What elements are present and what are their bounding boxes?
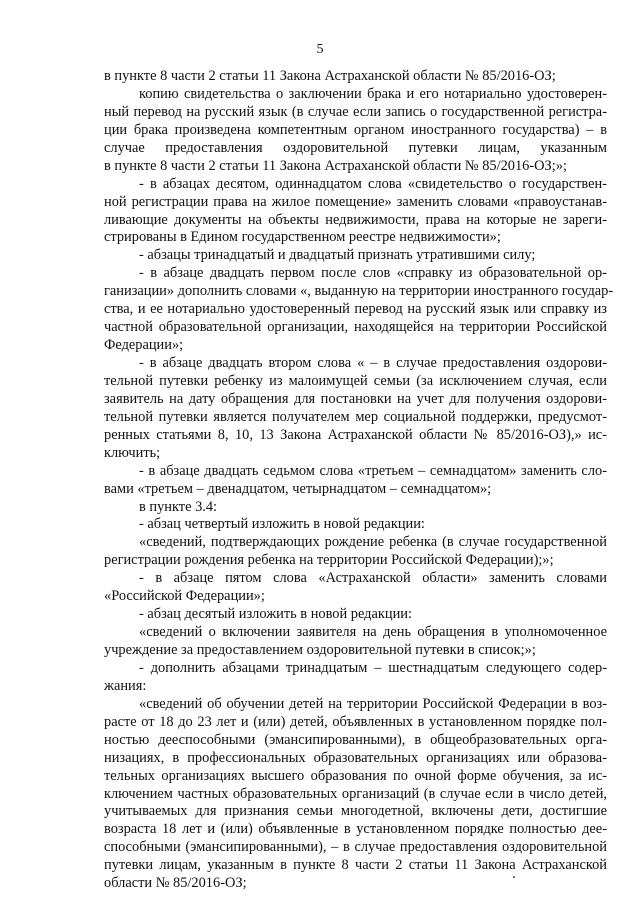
- page-number: 5: [316, 42, 324, 57]
- text-line: - в абзаце двадцать первом после слов «справку из образовательной ор-: [139, 265, 607, 282]
- text-line: - абзац десятый изложить в новой редакции:: [139, 606, 412, 623]
- text-line: ный перевод на русский язык (в случае если запись о государственной регистра-: [104, 103, 607, 120]
- text-line: «Российской Федерации»;: [104, 588, 265, 605]
- text-line: в пункте 8 части 2 статьи 11 Закона Астраханской области № 85/2016-ОЗ;»;: [104, 157, 567, 174]
- text-line: низациях, в профессиональных образовательных организациях или образова-: [104, 749, 607, 766]
- text-line: ключить;: [104, 444, 161, 461]
- text-line: вами «третьем – двенадцатом, четырнадцатом – семнадцатом»;: [104, 480, 492, 497]
- text-line: - в абзаце пятом слова «Астраханской области» заменить словами: [139, 570, 607, 587]
- text-line: - в абзацах десятом, одиннадцатом слова «свидетельство о государствен-: [139, 175, 607, 192]
- text-line: в пункте 3.4:: [139, 498, 218, 515]
- document-body: [104, 68, 614, 893]
- text-line: ренных статьями 8, 10, 13 Закона Астраханской области № 85/2016-ОЗ),» ис-: [104, 426, 607, 443]
- text-line: тельной путевки является получателем мер социальной поддержки, предусмот-: [104, 408, 607, 425]
- text-line: - в абзаце двадцать седьмом слова «третьем – семнадцатом» заменить сло-: [139, 462, 607, 479]
- text-line: «сведений о включении заявителя на день обращения в уполномоченное: [139, 624, 607, 641]
- text-line: способными (эмансипированными), – в случае предоставления оздоровительной: [104, 839, 607, 856]
- text-line: стрированы в Едином государственном реестре недвижимости»;: [104, 229, 501, 246]
- text-line: - абзацы тринадцатый и двадцатый признать утратившими силу;: [139, 247, 536, 264]
- text-line: тельных организациях высшего образования по очной форме обучения, за ис-: [104, 767, 607, 784]
- text-line: расте от 18 до 23 лет и (или) детей, объявленных в установленном порядке пол-: [104, 713, 607, 730]
- text-line: - в абзаце двадцать втором слова « – в случае предоставления оздорови-: [139, 355, 607, 371]
- text-line: регистрации рождения ребенка на территории Российской Федерации);»;: [104, 552, 554, 569]
- text-line: Федерации»;: [104, 337, 184, 354]
- text-line: тельной путевки ребенку из малоимущей семьи (за исключением случая, если: [104, 372, 607, 389]
- text-line: частной образовательной организации, находящейся на территории Российской: [104, 319, 607, 336]
- text-line: учреждение за предоставлением оздоровительной путевки в список;»;: [104, 642, 536, 658]
- text-line: ностью дееспособными (эмансипированными), в общеобразовательных орга-: [104, 731, 607, 748]
- text-line: ливающие документы на объекты недвижимости, права на которые не зареги-: [104, 211, 607, 228]
- text-line: ства, и ее нотариально удостоверенный перевод на русский язык или справку из: [104, 301, 607, 318]
- text-line: в пункте 8 части 2 статьи 11 Закона Астраханской области № 85/2016-ОЗ;: [104, 68, 556, 84]
- text-line: ции брака произведена компетентным органом иностранного государства) – в: [104, 121, 607, 138]
- text-line: «сведений об обучении детей на территории Российской Федерации в воз-: [139, 695, 607, 712]
- text-line: «сведений, подтверждающих рождение ребенка (в случае государственной: [139, 534, 607, 551]
- text-line: - дополнить абзацами тринадцатым – шестнадцатым следующего содер-: [139, 659, 607, 676]
- text-line: жания:: [104, 677, 147, 694]
- text-line: случае предоставления оздоровительной путевки лицам, указанным: [104, 139, 607, 156]
- text-line: ганизации» дополнить словами «, выданную на территории иностранного государ-: [104, 283, 614, 300]
- text-line: ной регистрации права на жилое помещение» заменить словами «правоустанав-: [104, 193, 607, 210]
- text-line: возраста 18 лет и (или) объявленные в установленном порядке полностью дее-: [104, 821, 607, 838]
- text-line: - абзац четвертый изложить в новой редакции:: [139, 516, 425, 533]
- scan-speck: [513, 876, 515, 878]
- text-line: учитываемых для признания семьи многодетной, включены дети, достигшие: [104, 803, 607, 820]
- text-line: ключением частных образовательных организаций (в случае если в число детей,: [104, 785, 607, 802]
- text-line: путевки лицам, указанным в пункте 8 части 2 статьи 11 Закона Астраханской: [104, 857, 607, 874]
- text-line: заявитель на дату обращения для постановки на учет для получения оздорови-: [104, 390, 607, 407]
- text-line: копию свидетельства о заключении брака и его нотариально удостоверен-: [139, 85, 607, 102]
- text-line: области № 85/2016-ОЗ;: [104, 875, 247, 892]
